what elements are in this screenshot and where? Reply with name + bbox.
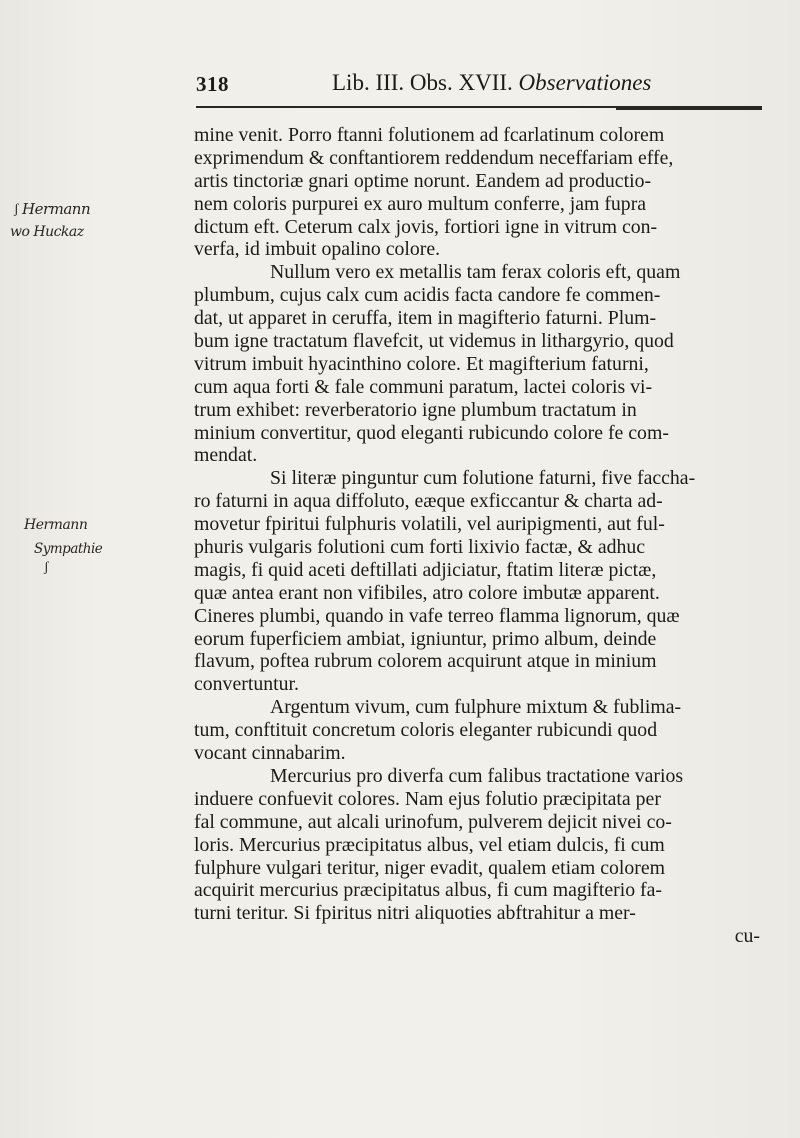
text-line: Cineres plumbi, quando in vafe terreo flamma lignorum, quæ	[194, 604, 680, 627]
body-text	[194, 124, 768, 948]
text-line: verfa, id imbuit opalino colore.	[194, 238, 441, 261]
text-line: convertuntur.	[194, 673, 299, 696]
margin-note: Sympathie	[34, 541, 103, 557]
text-line: minium convertitur, quod eleganti rubicundo colore fe com-	[194, 421, 669, 444]
page-header	[196, 70, 764, 104]
text-line: induere confuevit colores. Nam ejus folutio præcipitata per	[194, 787, 661, 810]
text-line: flavum, poftea rubrum colorem acquirunt atque in minium	[194, 650, 657, 673]
text-line: Si literæ pinguntur cum folutione faturni, five faccha-	[270, 467, 696, 490]
margin-note: Hermann	[24, 517, 88, 533]
text-line: mendat.	[194, 444, 258, 467]
text-line: fal commune, aut alcali urinofum, pulverem dejicit nivei co-	[194, 810, 672, 833]
text-line: mine venit. Porro ftanni folutionem ad fcarlatinum colorem	[194, 124, 665, 146]
text-line: bum igne tractatum flavefcit, ut videmus in lithargyrio, quod	[194, 330, 674, 353]
text-line: plumbum, cujus calx cum acidis facta candore fe commen-	[194, 284, 661, 307]
text-line: Argentum vivum, cum fulphure mixtum & fublima-	[270, 696, 682, 719]
text-line: dat, ut apparet in ceruffa, item in magifterio faturni. Plum-	[194, 307, 657, 330]
text-line: artis tinctoriæ gnari optime norunt. Eandem ad productio-	[194, 169, 652, 192]
text-line: magis, fi quid aceti deftillati adjiciatur, ftatim literæ pictæ,	[194, 558, 657, 581]
margin-note: Hermann	[22, 200, 91, 218]
text-line: ro faturni in aqua diffoluto, eæque exficcantur & charta ad-	[194, 490, 663, 513]
margin-mark: ʃ	[14, 202, 19, 217]
text-line: movetur fpiritui fulphuris volatili, vel auripigmenti, aut ful-	[194, 513, 665, 536]
catchword: cu-	[734, 925, 760, 948]
header-rule-accent	[616, 107, 762, 110]
text-line: vitrum imbuit hyacinthino colore. Et magifterium faturni,	[194, 352, 649, 375]
running-head-italic: Observationes	[518, 70, 652, 95]
text-line: phuris vulgaris folutioni cum forti lixivio factæ, & adhuc	[194, 536, 646, 559]
text-line: eorum fuperficiem ambiat, igniuntur, primo album, deinde	[194, 627, 657, 650]
text-line: dictum eft. Ceterum calx jovis, fortiori igne in vitrum con-	[194, 215, 658, 238]
text-line: quæ antea erant non vifibiles, atro colore imbutæ apparent.	[194, 581, 660, 604]
text-line: nem coloris purpurei ex auro multum conferre, jam fupra	[194, 192, 647, 215]
text-line: vocant cinnabarim.	[194, 742, 346, 765]
text-line: tum, conftituit concretum coloris eleganter rubicundi quod	[194, 719, 658, 742]
running-head	[332, 70, 651, 96]
running-head-main: Lib. III. Obs. XVII.	[332, 70, 513, 95]
text-line: Nullum vero ex metallis tam ferax coloris eft, quam	[270, 261, 681, 284]
page-number: 318	[196, 72, 229, 96]
margin-mark: ʃ	[44, 560, 49, 575]
text-line: loris. Mercurius præcipitatus albus, vel etiam dulcis, fi cum	[194, 833, 665, 856]
text-line: cum aqua forti & fale communi paratum, lactei coloris vi-	[194, 375, 653, 398]
margin-note: wo Huckaz	[10, 224, 84, 240]
text-line: trum exhibet: reverberatorio igne plumbum tractatum in	[194, 398, 637, 421]
text-line: Mercurius pro diverfa cum falibus tractatione varios	[270, 764, 684, 787]
text-line: acquirit mercurius præcipitatus albus, fi cum magifterio fa-	[194, 879, 663, 902]
text-line: turni teritur. Si fpiritus nitri aliquoties abftrahitur a mer-	[194, 902, 636, 925]
text-line: exprimendum & conftantiorem reddendum neceffariam effe,	[194, 146, 674, 169]
text-line: fulphure vulgari teritur, niger evadit, qualem etiam colorem	[194, 856, 666, 879]
